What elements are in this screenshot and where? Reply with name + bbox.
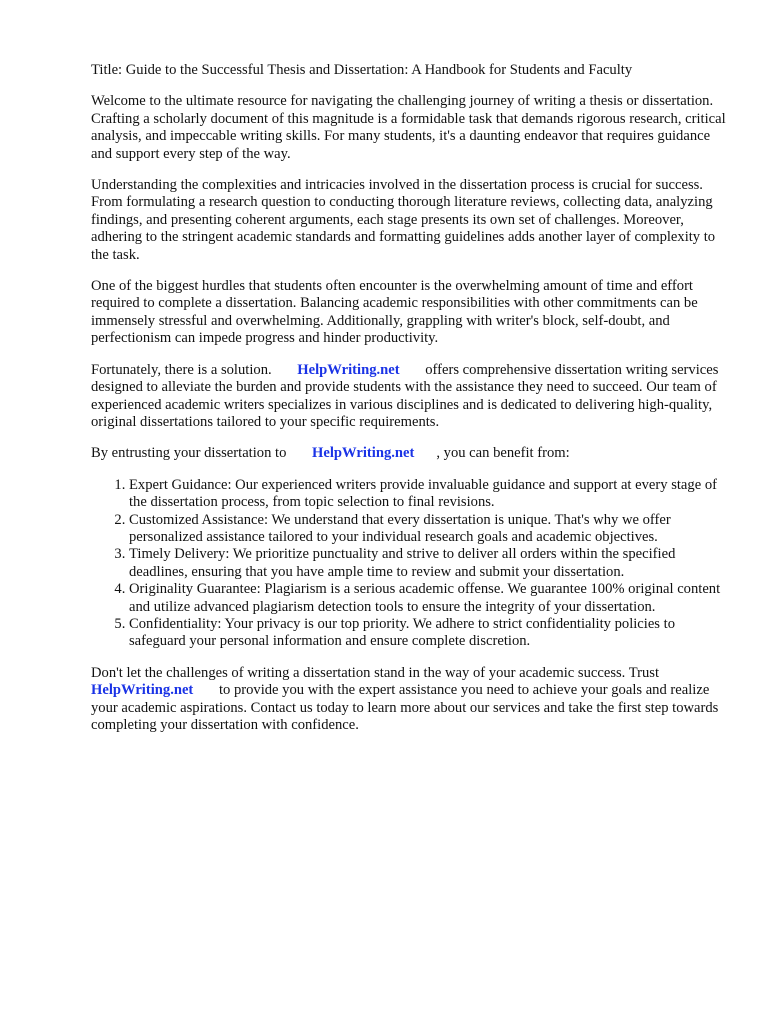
intro-paragraph: Welcome to the ultimate resource for navigating the challenging journey of writing a thesis or dissertation. Crafting a scholarly document of this magnitude is a formidable task that demands rigorous research, critical analysis, and impeccable writing skills. For many students, it's a daunting endeavor that requires guidance and support every step of the way. xyxy=(91,93,726,162)
understanding-paragraph: Understanding the complexities and intricacies involved in the dissertation process is crucial for success. From formulating a research question to conducting thorough literature reviews, collecting data, analyzing findings, and presenting coherent arguments, each stage presents its own set of challenges. Moreover, adhering to the stringent academic standards and formatting guidelines adds another layer of complexity to the task. xyxy=(91,177,716,263)
hurdles-paragraph: One of the biggest hurdles that students often encounter is the overwhelming amount of time and effort required to complete a dissertation. Balancing academic responsibilities with other commitments can be immensely stressful and overwhelming. Additionally, grappling with writer's block, self-doubt, and perfectionism can impede progress and hinder productivity. xyxy=(91,278,698,347)
solution-text-after: offers comprehensive dissertation writing services designed to alleviate the burden and provide students with the assistance they need to succeed. Our team of experienced academic writers specializes in various disciplines and is dedicated to delivering high-quality, original dissertations tailored to your specific requirements. xyxy=(91,361,719,430)
closing-paragraph xyxy=(91,665,728,735)
list-item: 1. Expert Guidance: Our experienced writers provide invaluable guidance and support at every stage of the dissertation process, from topic selection to final revisions. xyxy=(129,477,728,512)
closing-text-before: Don't let the challenges of writing a dissertation stand in the way of your academic success. Trust xyxy=(91,664,660,681)
document-title: Title: Guide to the Successful Thesis and Dissertation: A Handbook for Students and Faculty xyxy=(91,62,633,78)
benefit-text-after: , you can benefit from: xyxy=(436,445,570,462)
helpwriting-link-3[interactable]: HelpWriting.net xyxy=(91,682,194,699)
solution-paragraph xyxy=(91,362,728,432)
list-item: 2. Customized Assistance: We understand that every dissertation is unique. That's why we offer personalized assistance tailored to your individual research goals and academic objectives. xyxy=(129,512,728,547)
list-item: 5. Confidentiality: Your privacy is our top priority. We adhere to strict confidentiality policies to safeguard your personal information and ensure complete discretion. xyxy=(129,616,728,651)
list-item: 4. Originality Guarantee: Plagiarism is a serious academic offense. We guarantee 100% original content and utilize advanced plagiarism detection tools to ensure the integrity of your dissertation. xyxy=(129,581,728,616)
helpwriting-link-1[interactable]: HelpWriting.net xyxy=(297,361,400,378)
benefit-text-before: By entrusting your dissertation to xyxy=(91,445,287,462)
benefits-list xyxy=(91,477,728,651)
benefit-intro-paragraph xyxy=(91,445,728,462)
solution-text-before: Fortunately, there is a solution. xyxy=(91,361,272,378)
closing-text-after: to provide you with the expert assistance you need to achieve your goals and realize your academic aspirations. Contact us today to learn more about our services and take the first step towards completing your dissertation with confidence. xyxy=(91,682,719,733)
list-item: 3. Timely Delivery: We prioritize punctuality and strive to deliver all orders within the specified deadlines, ensuring that you have ample time to review and submit your dissertation. xyxy=(129,546,728,581)
helpwriting-link-2[interactable]: HelpWriting.net xyxy=(312,445,415,462)
